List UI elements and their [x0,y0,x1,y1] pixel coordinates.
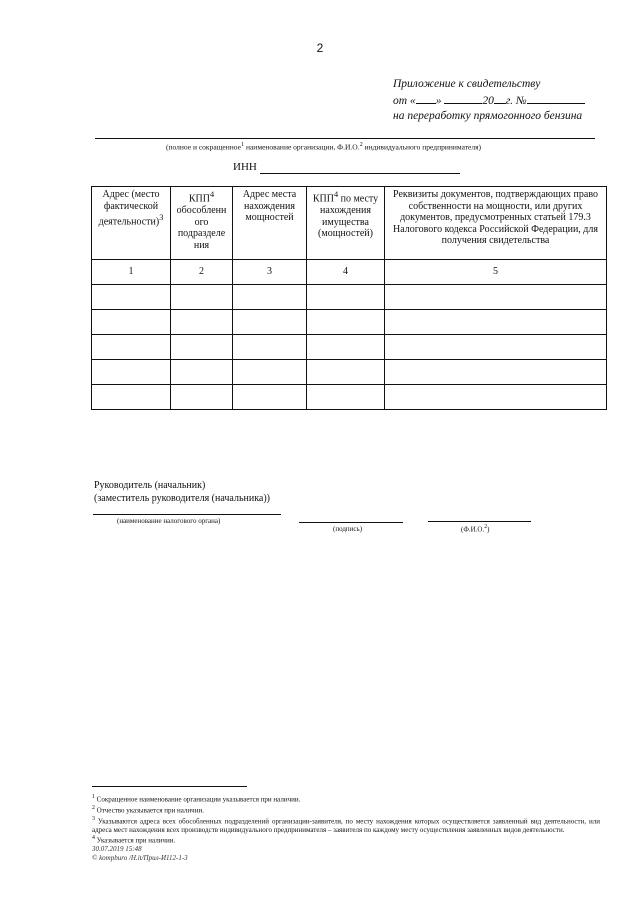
org-name-line [95,138,595,139]
appendix-title: Приложение к свидетельству [393,78,541,90]
col-number: 3 [233,260,307,285]
page-number: 2 [316,41,324,55]
col-number: 1 [92,260,171,285]
table-row [92,335,607,360]
col-header-kpp-subdivision: КПП$^4$ обособленн ого подразделе ния [171,187,233,260]
footnote: $^3$ Указываются адреса всех обособленных подразделений организации-заявителя, по месту нахождения которых осуществляется заявленный вид деятельности, или адреса мест нахождения всех производств индивидуального предпринимателя – заявителя по каждому месту осуществления заявленных видов деятельности. [92,815,600,834]
inn-line [260,173,460,174]
signatory-title: Руководитель (начальник) [94,480,206,491]
table-number-row [92,260,607,285]
table-row [92,285,607,310]
table-row [92,360,607,385]
signatory-deputy-title: (заместитель руководителя (начальника)) [94,493,271,504]
col-number: 5 [385,260,607,285]
capacity-table [91,186,607,410]
tax-organ-line [93,514,281,515]
col-number: 2 [171,260,233,285]
appendix-date-line: от « » 20 г. № [393,92,585,109]
table-row [92,310,607,335]
col-header-documents: Реквизиты документов, подтверждающих право собственности на мощности, или других документов, предусмотренных статьей 179.3 Налогового кодекса Российской Федерации, для получения свидетельства [385,187,607,260]
col-number: 4 [307,260,385,285]
fio-line [428,521,531,522]
fio-caption: (Ф.И.О.$^2$) [461,524,490,534]
signature-line [299,522,403,523]
signature-caption: (подпись) [333,525,363,533]
footnote: $^1$ Сокращенное наименование организации указывается при наличии. [92,794,301,804]
col-header-capacity-address: Адрес места нахождения мощностей [233,187,307,260]
stamp-path: © kompburo /H.it/Прил-И112-1-3 [92,853,188,862]
table-row [92,385,607,410]
org-caption: (полное и сокращенное$^1$ наименование организации, Ф.И.О.$^2$ индивидуального предпринимателя) [166,141,482,152]
col-header-address: Адрес (место фактической деятельности)$^3$ [92,187,171,260]
tax-organ-caption: (наименование налогового органа) [117,517,221,525]
col-header-kpp-property: КПП$^4$ по месту нахождения имущества (мощностей) [307,187,385,260]
inn-label: ИНН [233,161,257,173]
footnotes [92,793,600,862]
appendix-subject: на переработку прямогонного бензина [393,110,583,122]
footnote-separator [92,786,247,787]
signatory-block [94,479,270,505]
stamp-date: 30.07.2019 15:48 [92,845,142,854]
footnote: $^4$ Указывается при наличии. [92,835,176,845]
footnote: $^2$ Отчество указывается при наличии. [92,804,204,815]
appendix-header [393,77,585,124]
table-header-row [92,187,607,260]
